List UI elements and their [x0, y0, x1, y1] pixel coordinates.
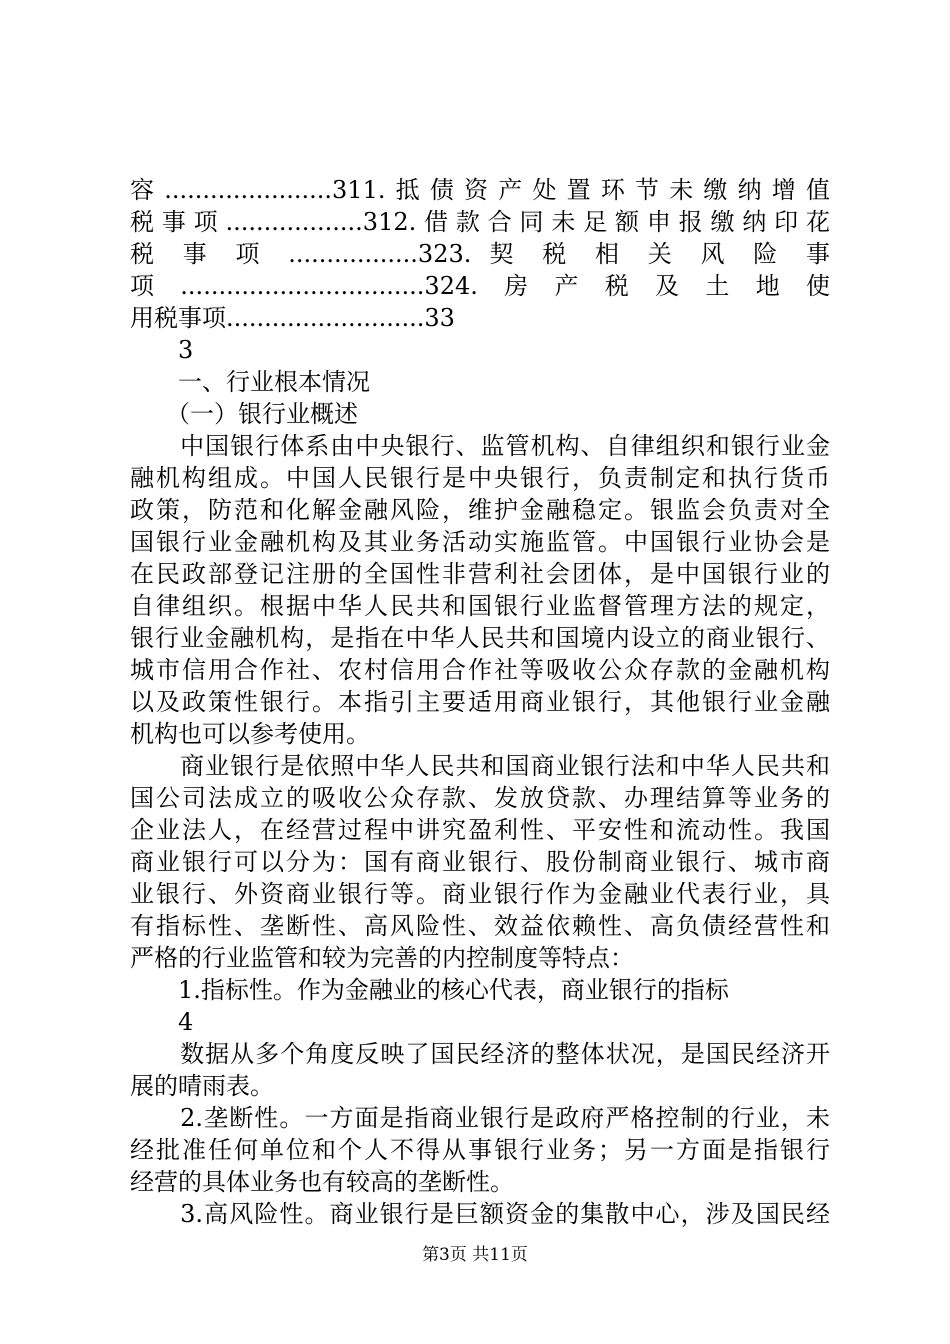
paragraph-line: 城市信用合作社、农村信用合作社等吸收公众存款的金融机构: [130, 656, 830, 684]
section-heading: 一、行业根本情况: [178, 368, 370, 396]
paragraph-line: 数据从多个角度反映了国民经济的整体状况，是国民经济开: [130, 1040, 830, 1068]
page-marker: 4: [178, 1008, 194, 1036]
paragraph-line: 国银行业金融机构及其业务活动实施监管。中国银行业协会是: [130, 528, 830, 556]
list-item: 经批准任何单位和个人不得从事银行业务；另一方面是指银行: [130, 1136, 830, 1164]
paragraph-line: 商业银行可以分为：国有商业银行、股份制商业银行、城市商: [130, 848, 830, 876]
paragraph-line: 展的晴雨表。: [130, 1072, 274, 1100]
list-item: 经营的具体业务也有较高的垄断性。: [130, 1168, 514, 1196]
toc-line: 税 事 项 .................323. 契 税 相 关 风 险 事: [130, 240, 830, 268]
paragraph-line: 有指标性、垄断性、高风险性、效益依赖性、高负债经营性和: [130, 912, 830, 940]
toc-line: 项................................324.房产税及土地使: [130, 272, 830, 300]
list-item: 2.垄断性。一方面是指商业银行是政府严格控制的行业，未: [130, 1104, 830, 1132]
list-item: 1.指标性。作为金融业的核心代表，商业银行的指标: [130, 976, 729, 1004]
list-item: 3.高风险性。商业银行是巨额资金的集散中心，涉及国民经: [130, 1200, 830, 1228]
page-marker: 3: [178, 336, 194, 364]
paragraph-line: 机构也可以参考使用。: [130, 720, 370, 748]
toc-line: 用税事项..........................33: [130, 304, 455, 332]
page-footer: 第3页 共11页: [422, 1245, 528, 1265]
paragraph-line: 中国银行体系由中央银行、监管机构、自律组织和银行业金: [130, 432, 830, 460]
paragraph-line: 以及政策性银行。本指引主要适用商业银行，其他银行业金融: [130, 688, 830, 716]
paragraph-line: 企业法人，在经营过程中讲究盈利性、平安性和流动性。我国: [130, 816, 830, 844]
subsection-heading: （一）银行业概述: [166, 400, 358, 428]
paragraph-line: 业银行、外资商业银行等。商业银行作为金融业代表行业，具: [130, 880, 830, 908]
paragraph-line: 自律组织。根据中华人民共和国银行业监督管理方法的规定，: [130, 592, 830, 620]
toc-line: 容......................311.抵债资产处置环节未缴纳增值: [130, 176, 830, 204]
paragraph-line: 政策，防范和化解金融风险，维护金融稳定。银监会负责对全: [130, 496, 830, 524]
paragraph-line: 商业银行是依照中华人民共和国商业银行法和中华人民共和: [130, 752, 830, 780]
paragraph-line: 在民政部登记注册的全国性非营利社会团体，是中国银行业的: [130, 560, 830, 588]
paragraph-line: 严格的行业监管和较为完善的内控制度等特点：: [130, 944, 634, 972]
paragraph-line: 银行业金融机构，是指在中华人民共和国境内设立的商业银行、: [130, 624, 830, 652]
toc-line: 税事项..................312.借款合同未足额申报缴纳印花: [130, 208, 830, 236]
paragraph-line: 国公司法成立的吸收公众存款、发放贷款、办理结算等业务的: [130, 784, 830, 812]
paragraph-line: 融机构组成。中国人民银行是中央银行，负责制定和执行货币: [130, 464, 830, 492]
